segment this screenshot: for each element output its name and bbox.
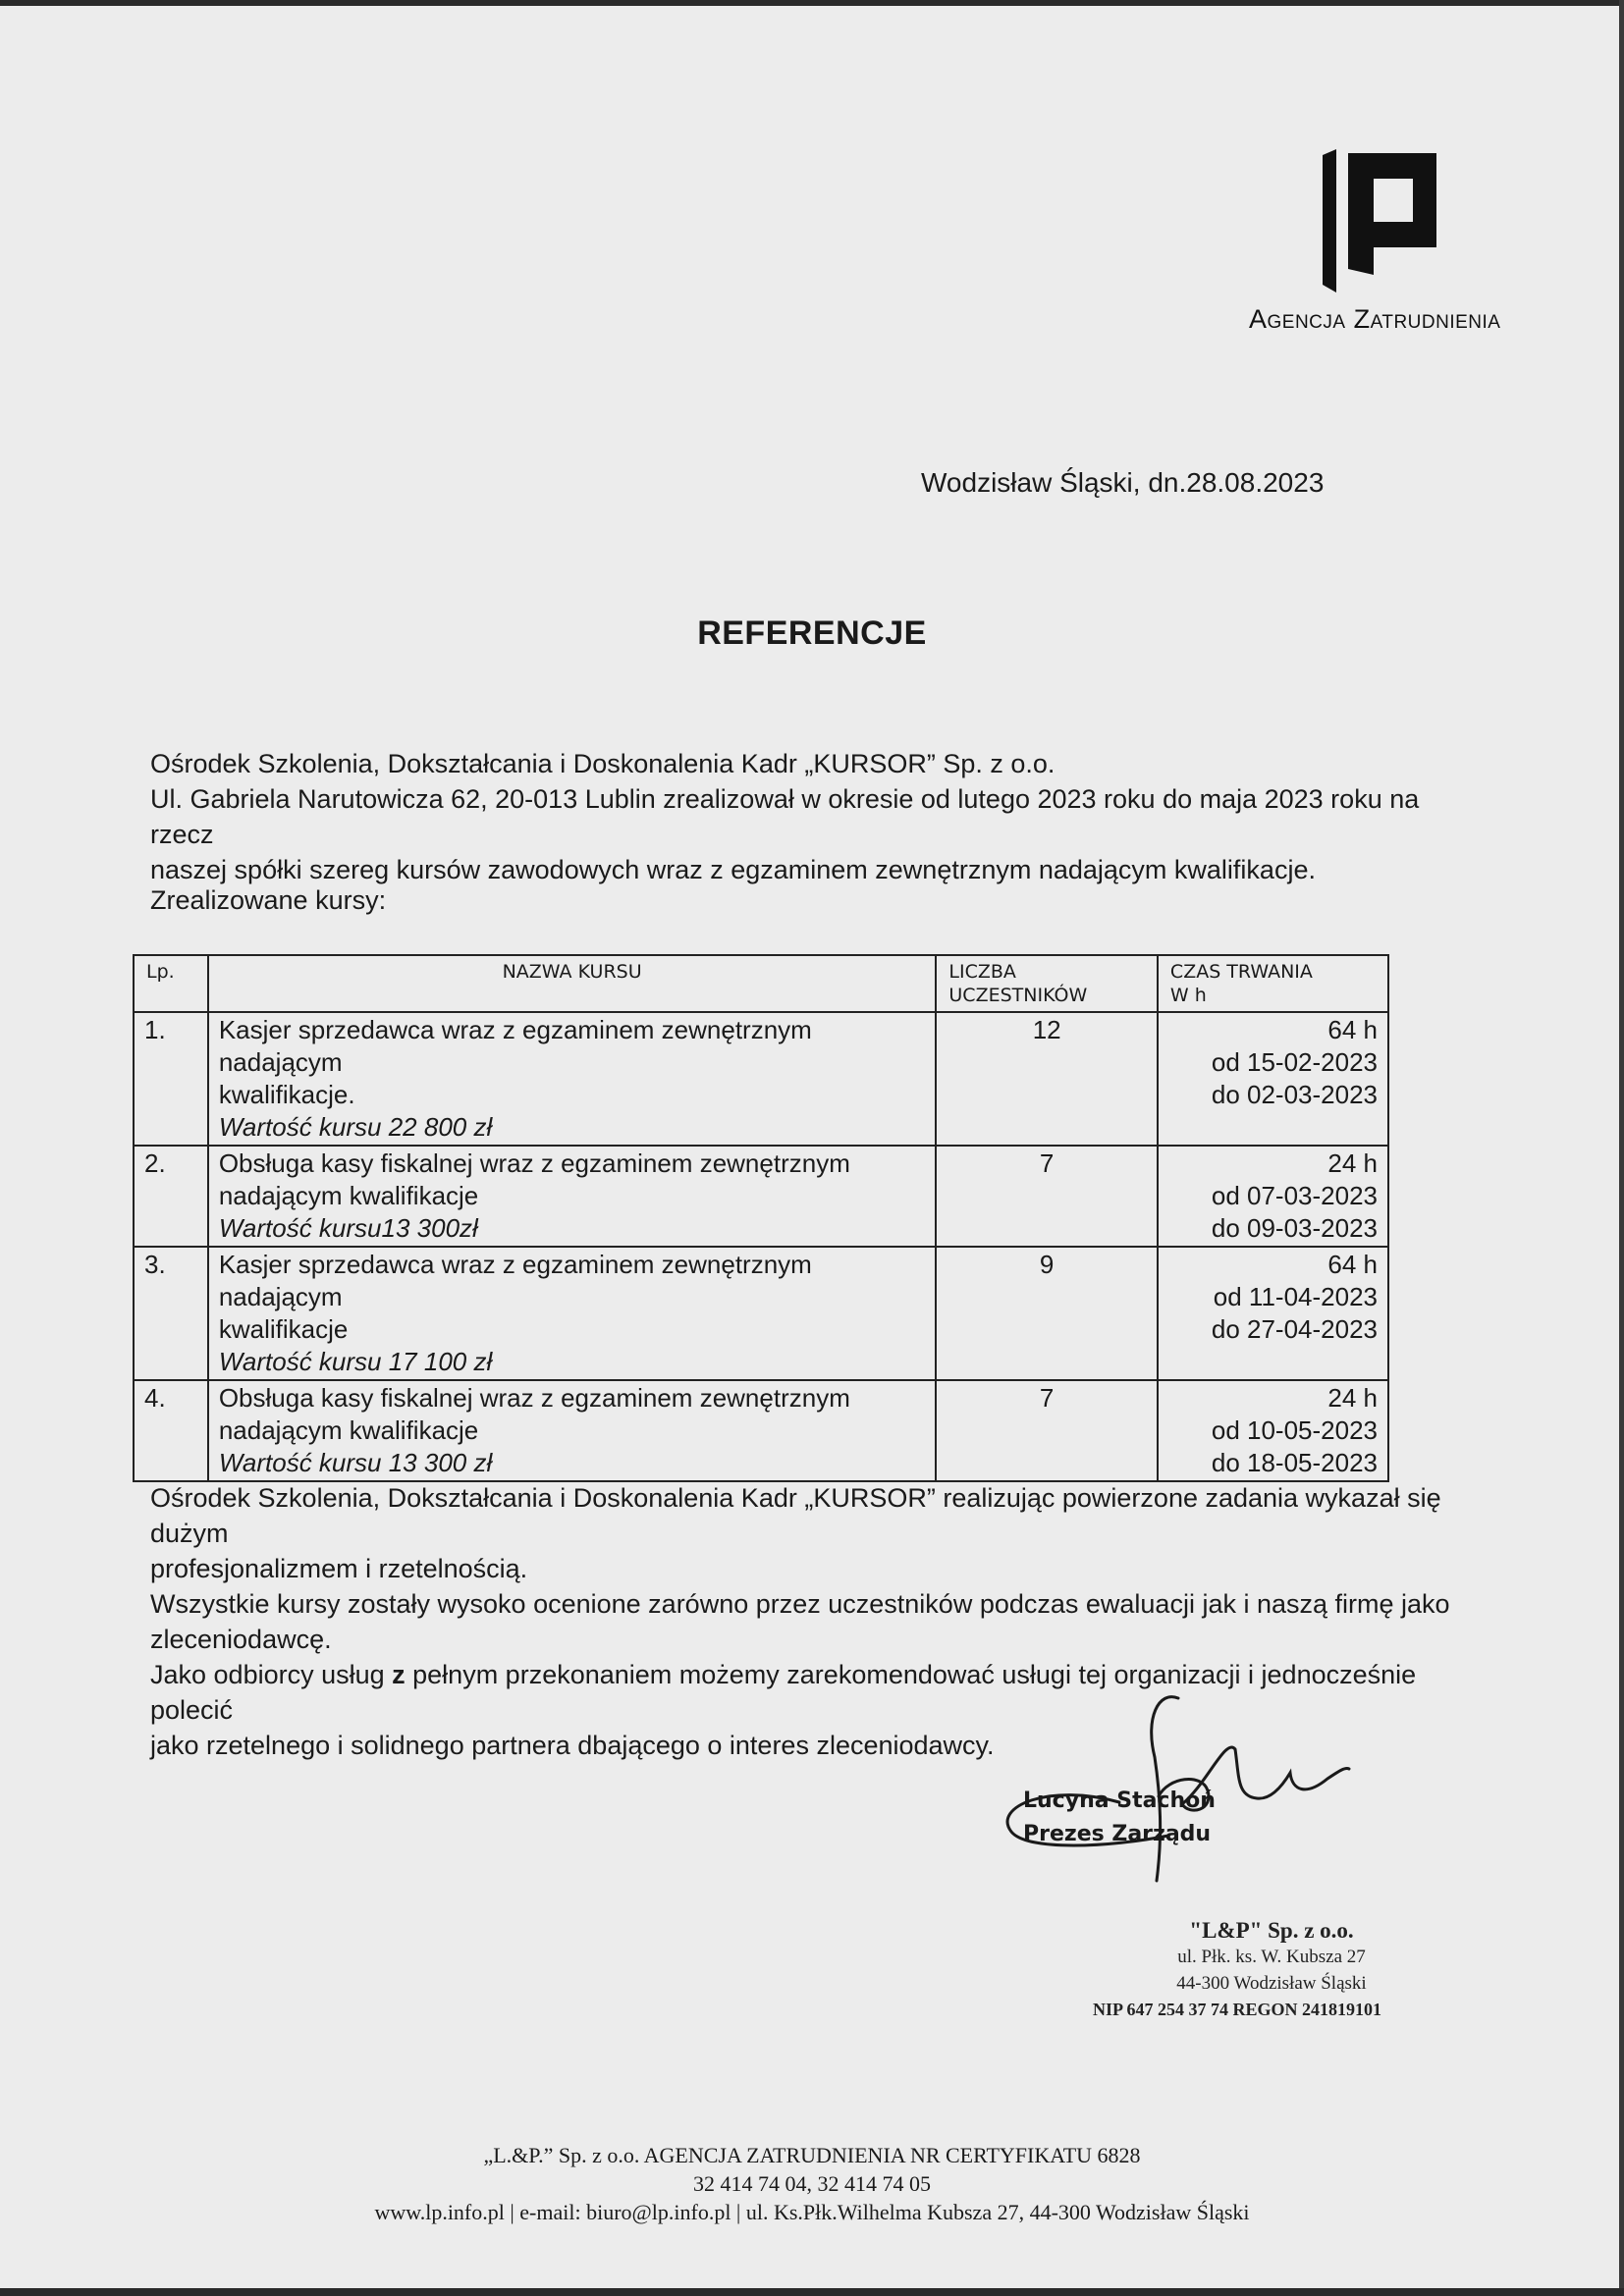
duration-hours: 24 h [1327,1383,1378,1413]
row-duration [1158,1012,1388,1146]
duration-from: od 10-05-2023 [1211,1415,1378,1445]
header-participants-l2: UCZESTNIKÓW [948,985,1088,1006]
stamp-city: 44-300 Wodzisław Śląski [1176,1973,1367,1994]
signatory-name: Lucyna Stachoń [1023,1789,1216,1813]
row-participants: 12 [936,1012,1158,1146]
intro-line: Ul. Gabriela Narutowicza 62, 20-013 Lublin zrealizował w okresie od lutego 2023 roku do maja 2023 roku na rzecz [150,784,1420,849]
course-value: Wartość kursu 22 800 zł [218,1112,493,1142]
table-row [134,1012,1388,1146]
duration-from: od 07-03-2023 [1211,1181,1378,1210]
scan-edge-right [1619,0,1624,2296]
course-name-l1: Obsługa kasy fiskalnej wraz z egzaminem zewnętrznym [218,1383,850,1413]
stamp-company: "L&P" Sp. z o.o. [1189,1918,1354,1943]
intro-paragraph [150,746,1427,887]
course-value: Wartość kursu 13 300 zł [218,1448,493,1477]
header-duration-l1: CZAS TRWANIA [1169,961,1313,983]
course-name-l2: kwalifikacje [218,1314,349,1344]
duration-hours: 24 h [1327,1148,1378,1178]
table-row [134,1380,1388,1481]
footer-line: www.lp.info.pl | e-mail: biuro@lp.info.pl | ul. Ks.Płk.Wilhelma Kubsza 27, 44-300 Wodzisław Śląski [374,2200,1250,2224]
course-name-l2: nadającym kwalifikacje [218,1415,479,1445]
letter-p-logo-icon [1321,147,1438,294]
document-title: REFERENCJE [697,614,927,652]
closing-line: jako rzetelnego i solidnego partnera dbającego o interes zleceniodawcy. [150,1731,995,1760]
row-lp: 3. [134,1247,208,1380]
courses-label: Zrealizowane kursy: [150,885,387,915]
agency-caption: Agencja Zatrudnienia [1249,304,1501,334]
scan-edge-bottom [0,2288,1624,2296]
closing-line: zleceniodawcę. [150,1625,332,1654]
footer-line: „L.&P.” Sp. z o.o. AGENCJA ZATRUDNIENIA NR CERTYFIKATU 6828 [483,2143,1141,2167]
row-lp: 1. [134,1012,208,1146]
header-lp: Lp. [134,955,208,1012]
row-duration [1158,1247,1388,1380]
duration-from: od 11-04-2023 [1213,1282,1378,1311]
row-course-name [208,1247,937,1380]
closing-emphasis: z [392,1660,406,1689]
closing-text: Jako odbiorcy usług [150,1660,393,1689]
course-name-l2: kwalifikacje. [218,1080,355,1109]
intro-line: naszej spółki szereg kursów zawodowych wraz z egzaminem zewnętrznym nadającym kwalifikacje. [150,855,1316,884]
row-participants: 7 [936,1146,1158,1247]
place-and-date: Wodzisław Śląski, dn.28.08.2023 [921,467,1325,498]
duration-to: do 27-04-2023 [1211,1314,1378,1344]
course-name-l1: Obsługa kasy fiskalnej wraz z egzaminem zewnętrznym [218,1148,850,1178]
course-value: Wartość kursu13 300zł [218,1213,478,1243]
closing-line: Ośrodek Szkolenia, Dokształcania i Doskonalenia Kadr „KURSOR” realizując powierzone zadania wykazał się dużym [150,1483,1441,1548]
row-duration [1158,1380,1388,1481]
header-course-name: NAZWA KURSU [208,955,937,1012]
row-participants: 9 [936,1247,1158,1380]
signatory-role: Prezes Zarządu [1023,1822,1212,1846]
duration-hours: 64 h [1327,1250,1378,1279]
table-header-row [134,955,1388,1012]
course-name-l1: Kasjer sprzedawca wraz z egzaminem zewnętrznym nadającym [218,1250,812,1311]
duration-from: od 15-02-2023 [1211,1047,1378,1077]
row-course-name [208,1146,937,1247]
stamp-ids: NIP 647 254 37 74 REGON 241819101 [1092,2000,1381,2019]
row-lp: 2. [134,1146,208,1247]
row-lp: 4. [134,1380,208,1481]
table-row [134,1146,1388,1247]
course-name-l2: nadającym kwalifikacje [218,1181,479,1210]
closing-text: pełnym przekonaniem możemy zarekomendować usługi tej organizacji i jednocześnie polecić [150,1660,1417,1725]
intro-line: Ośrodek Szkolenia, Dokształcania i Doskonalenia Kadr „KURSOR” Sp. z o.o. [150,749,1056,778]
company-stamp [1041,1918,1434,2023]
course-value: Wartość kursu 17 100 zł [218,1347,493,1376]
course-name-l1: Kasjer sprzedawca wraz z egzaminem zewnętrznym nadającym [218,1015,812,1077]
page-footer [0,2141,1624,2226]
header-duration-l2: W h [1169,985,1207,1006]
header-duration [1158,955,1388,1012]
closing-line: profesjonalizmem i rzetelnością. [150,1554,528,1583]
closing-line: Wszystkie kursy zostały wysoko ocenione zarówno przez uczestników podczas ewaluacji jak i naszą firmę jako [150,1589,1450,1619]
header-participants-l1: LICZBA [948,961,1016,983]
row-course-name [208,1380,937,1481]
scan-edge-top [0,0,1624,6]
duration-to: do 02-03-2023 [1211,1080,1378,1109]
header-participants [936,955,1158,1012]
stamp-street: ul. Płk. ks. W. Kubsza 27 [1177,1947,1366,1967]
duration-hours: 64 h [1327,1015,1378,1044]
row-participants: 7 [936,1380,1158,1481]
courses-table [133,954,1389,1482]
row-duration [1158,1146,1388,1247]
duration-to: do 18-05-2023 [1211,1448,1378,1477]
handwritten-signature-icon [972,1688,1365,1885]
footer-line: 32 414 74 04, 32 414 74 05 [693,2171,931,2196]
row-course-name [208,1012,937,1146]
table-row [134,1247,1388,1380]
duration-to: do 09-03-2023 [1211,1213,1378,1243]
